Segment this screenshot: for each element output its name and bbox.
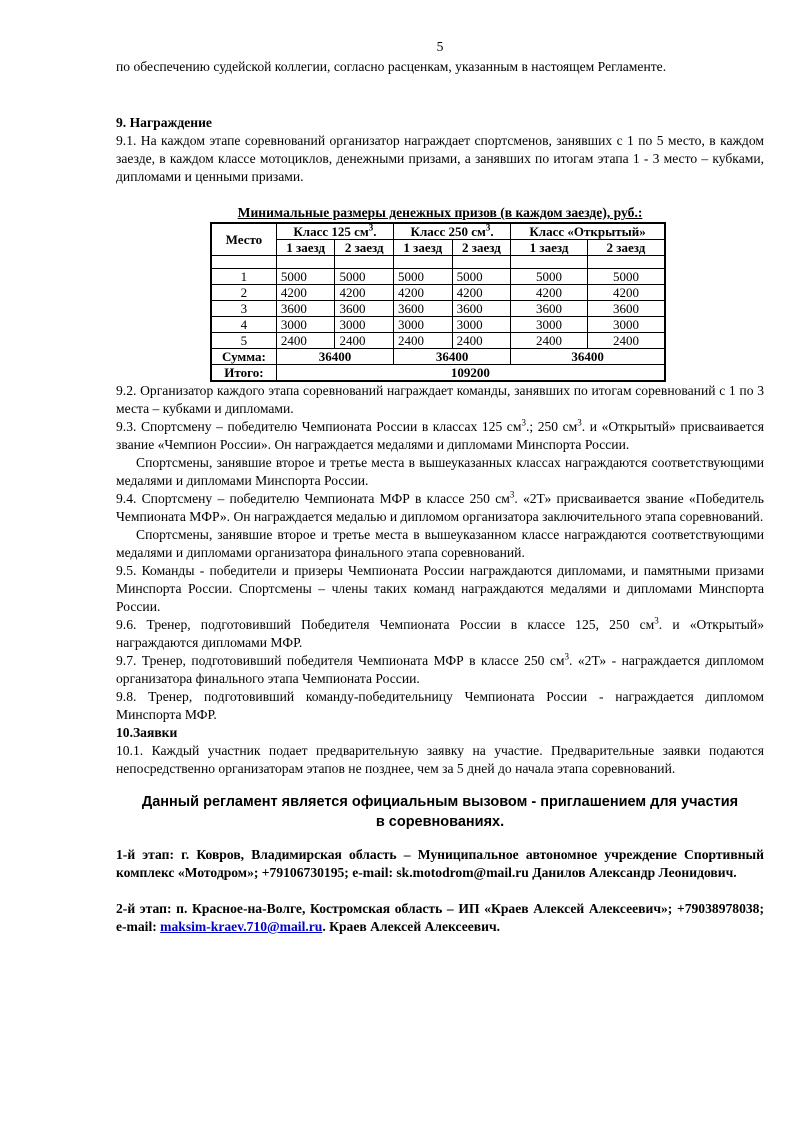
class-125-header: Класс 125 $см^3$.: [276, 223, 393, 240]
document-page: [116, 38, 764, 936]
section-9-heading: 9. Награждение: [116, 115, 212, 130]
table-row: 5 2400 2400 2400 2400 2400 2400: [211, 333, 665, 349]
heat-header: 1 заезд: [276, 240, 335, 256]
table-row: 2 4200 4200 4200 4200 4200 4200: [211, 285, 665, 301]
table-row: 1 5000 5000 5000 5000 5000 5000: [211, 269, 665, 285]
heat-header: 2 заезд: [452, 240, 511, 256]
stage-2-email-link[interactable]: maksim-kraev.710@mail.ru: [160, 919, 323, 934]
sum-row: Сумма: 36400 36400 36400: [211, 349, 665, 365]
paragraph-9-1: 9.1. На каждом этапе соревнований организатор награждает спортсменов, занявших с 1 по 5 место, в каждом заезде, в каждом классе мотоциклов, денежными призами, а занявших по итогам этапа 1 - 3 место – кубками, дипломами и ценными призами.: [116, 133, 764, 184]
table-title: Минимальные размеры денежных призов (в каждом заезде), руб.:: [237, 205, 643, 220]
heat-header: 2 заезд: [587, 240, 665, 256]
paragraph-9-6: 9.6. Тренер, подготовивший Победителя Чемпионата России в классе 125, 250 $см^3$. и «Открытый» награждаются дипломами МФР.: [116, 615, 764, 650]
class-250-header: Класс 250 $см^3$.: [394, 223, 511, 240]
paragraph-9-5: 9.5. Команды - победители и призеры Чемпионата России награждаются дипломами, и памятными призами Минспорта России. Спортсмены – члены таких команд награждаются медалями и дипломами Минспорта России.: [116, 563, 764, 614]
place-header: Место: [211, 223, 276, 256]
total-row: Итого: 109200: [211, 365, 665, 382]
heat-header: 1 заезд: [511, 240, 588, 256]
heat-header: 2 заезд: [335, 240, 394, 256]
intro-line: по обеспечению судейской коллегии, согласно расценкам, указанным в настоящем Регламенте.: [116, 59, 667, 74]
table-row: 4 3000 3000 3000 3000 3000 3000: [211, 317, 665, 333]
page-number: 5: [436, 39, 444, 54]
paragraph-9-7: 9.7. Тренер, подготовивший победителя Чемпионата МФР в классе 250 $см^3$. «2Т» - награждается дипломом организатора финального этапа Чемпионата России.: [116, 651, 765, 686]
stage-2-contact: 2-й этап: п. Красное-на-Волге, Костромская область – ИП «Краев Алексей Алексеевич»; +79038978038; e-mail: maksim-kraev.710@mail.ru. Краев Алексей Алексеевич.: [116, 901, 764, 934]
official-invitation: Данный регламент является официальным вызовом - приглашением для участия в соревнованиях.: [141, 794, 739, 830]
paragraph-9-2: 9.2. Организатор каждого этапа соревнований награждает команды, занявших по итогам соревнований с 1 по 3 места – кубками и дипломами.: [116, 383, 764, 416]
paragraph-9-3-b: Спортсмены, занявшие второе и третье места в вышеуказанных классах награждаются соответствующими медалями и дипломами Минспорта России.: [116, 455, 764, 488]
paragraph-9-4-b: Спортсмены, занявшие второе и третье места в вышеуказанном классе награждаются соответствующими медалями и дипломами организатора финального этапа соревнований.: [116, 527, 764, 560]
prize-table: [210, 222, 666, 382]
paragraph-10-1: 10.1. Каждый участник подает предварительную заявку на участие. Предварительные заявки подаются непосредственно организаторам этапов не позднее, чем за 5 дней до начала этапа соревнований.: [116, 743, 764, 776]
heat-header: 1 заезд: [394, 240, 453, 256]
paragraph-9-3: 9.3. Спортсмену – победителю Чемпионата России в классах 125 $см^3$.; 250 $см^3$. и «Открытый» присваивается звание «Чемпион России». Он награждается медалями и дипломами Минспорта России.: [116, 417, 765, 452]
paragraph-9-4: 9.4. Спортсмену – победителю Чемпионата МФР в классе 250 $см^3$. «2Т» присваивается звание «Победитель Чемпионата МФР». Он награждается медалью и дипломом организатора заключительного этапа соревнований.: [116, 489, 764, 524]
section-10-heading: 10.Заявки: [116, 725, 178, 740]
stage-1-contact: 1-й этап: г. Ковров, Владимирская область – Муниципальное автономное учреждение Спортивный комплекс «Мотодром»; +79106730195; e-mail: sk.motodrom@mail.ru Данилов Александр Леонидович.: [116, 847, 764, 880]
class-open-header: Класс «Открытый»: [511, 223, 665, 240]
table-row: 3 3600 3600 3600 3600 3600 3600: [211, 301, 665, 317]
paragraph-9-8: 9.8. Тренер, подготовивший команду-победительницу Чемпионата России - награждается дипломом Минспорта МФР.: [116, 689, 764, 722]
